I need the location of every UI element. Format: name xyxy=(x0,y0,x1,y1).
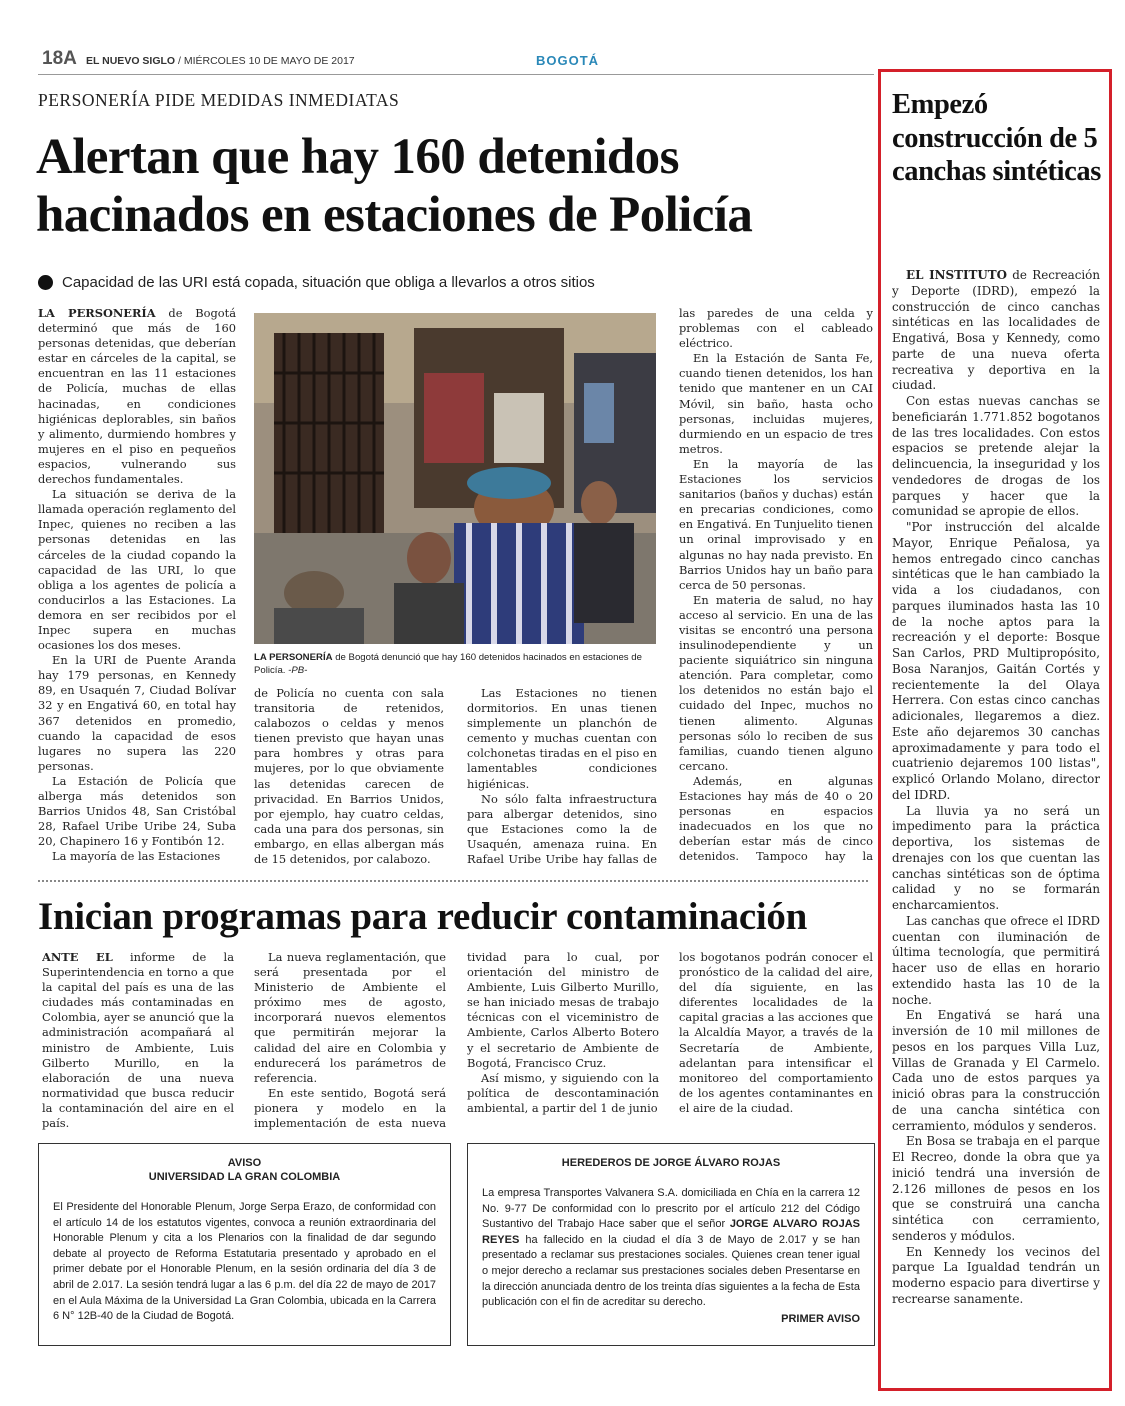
caption-text: de Bogotá denunció que hay 160 detenidos hacinados en estaciones de Policía. xyxy=(254,652,642,676)
sidebar-paragraph: En Engativá se hará una inversión de 10 mil millones de pesos en los parques Villa Luz, Villas de Granada y El Carmelo. Cada uno de estos parques ya inició obras para la construcción de una cancha sintética con cerramiento, módulos y senderos. xyxy=(892,1008,1100,1133)
article-paragraph xyxy=(42,950,234,1130)
article-paragraph: No sólo falta infraestructura para albergar detenidos, sino que Estaciones como la de Usaquén, amenaza ruina. En Rafael Uribe Uribe hay fallas de xyxy=(467,791,657,866)
sidebar-paragraph: Con estas nuevas canchas se beneficiarán 1.771.852 bogotanos de las tres localidades. Con estos espacios se pretende alejar la delincuencia, la inseguridad y los vendedores de drogas de los parques y hacer que la comunidad se apropie de ellos. xyxy=(892,394,1100,519)
article-paragraph: los bogotanos podrán conocer el pronóstico de la calidad del aire, del día siguiente, en las diferentes localidades de la capital gracias a las acciones que la Alcaldía Mayor, a través de la Secretaría de Ambiente, adelantan para intensificar el monitoreo del comportamiento de los agentes contaminantes en el aire de la ciudad. xyxy=(679,950,873,1115)
article-paragraph: La mayoría de las Estaciones xyxy=(52,849,221,864)
lead-in: LA PERSONERÍA xyxy=(38,306,156,320)
photo-caption xyxy=(254,651,656,677)
article-paragraph: La situación se deriva de la llamada operación reglamento del Inpec, quienes no reciben a las personas detenidas en las cárceles de la ciudad copando la capacidad de las URI, lo que obliga a los agentes de policía a conducirlos a las Estaciones. La demora en ser recibidos por el Inpec supera en muchas ocasiones los dos meses. xyxy=(38,487,236,653)
sidebar-body xyxy=(892,268,1100,1378)
notice-footer: PRIMER AVISO xyxy=(781,1312,860,1325)
bullet-icon xyxy=(38,275,53,290)
notice-subtitle: UNIVERSIDAD LA GRAN COLOMBIA xyxy=(148,1171,341,1183)
publication-line xyxy=(86,55,355,67)
article-paragraph: Así mismo, y siguiendo con la política de descontaminación ambiental, a partir del 1 de junio xyxy=(467,1070,659,1115)
section-divider xyxy=(38,880,868,882)
notice-body-text: La empresa Transportes Valvanera S.A. domiciliada en Chía en la carrera 12 No. 9-77 De conformidad con lo prescrito por el artículo 212 del Código Sustantivo del Trabajo Hace saber que el señor xyxy=(482,1187,860,1231)
sidebar-paragraph: La lluvia ya no será un impedimento para la práctica deportiva, los sistemas de drenajes con los que cuentan las canchas sintéticas son de óptima calidad y no se formarán encharcamientos. xyxy=(892,803,1100,912)
article-paragraph: La Estación de Policía que alberga más detenidos son Barrios Unidos 48, San Cristóbal 28, Rafael Uribe Uribe 24, Suba 20, Chapinero 16 y Fontibón 12. xyxy=(38,773,236,849)
section-name: BOGOTÁ xyxy=(536,53,600,68)
lead-in: ANTE EL xyxy=(42,950,113,964)
second-article-column-3 xyxy=(467,950,659,1130)
detainees-photo-illustration xyxy=(254,313,656,644)
article-paragraph: En la Estación de Santa Fe, cuando tienen detenidos, los han tenido que mantener en un CAI Móvil, sin baño, hasta ocho personas, incluidas mujeres, durmiendo en un espacio de tres metros. xyxy=(679,351,873,456)
notice-title: AVISO xyxy=(227,1157,262,1169)
notice-universidad xyxy=(38,1143,451,1346)
notice-title: HEREDEROS DE JORGE ÁLVARO ROJAS xyxy=(561,1157,781,1169)
lead-in: EL INSTITUTO xyxy=(906,268,1007,282)
article-paragraph: tividad para lo cual, por orientación del ministro de Ambiente, Luis Gilberto Murillo, se han iniciado mesas de trabajo técnicas con el viceministro de Ambiente, Carlos Alberto Botero y el secretario de Ambiente de Bogotá, Francisco Cruz. xyxy=(467,950,659,1070)
article-paragraph: Además, en algunas Estaciones hay más de 40 o 20 personas en espacios inadecuados en los que no deberían estar más de cinco detenidos. Tampoco hay la xyxy=(679,773,873,864)
notice-body xyxy=(482,1186,860,1311)
page-number: 18A xyxy=(42,48,77,69)
sidebar-paragraph: "Por instrucción del alcalde Mayor, Enrique Peñalosa, ya hemos entregado cinco canchas sintéticas que le han cambiado la vida a los ciudadanos, con parques iluminados hasta las 10 de la noche aptos para la recreación y el deporte: Bosque San Carlos, PRD Multipropósito, Bosa Naranjos, Gaitán Cortés y recientemente la del Olaya Herrera. Con estas cinco canchas adicionales, llegaremos a diez. Este año dejaremos 30 canchas aproximadamente y para todo el cuatrienio dejaremos 100 listas", explicó Orlando Molano, director del IDRD. xyxy=(892,520,1100,802)
paragraph-text: de Recreación y Deporte (IDRD), empezó la construcción de cinco canchas sintéticas en las localidades de Engativá, Bosa y Kennedy, como parte de una nueva oferta recreativa y deportiva en la ciudad. xyxy=(892,268,1100,393)
article-kicker: PERSONERÍA PIDE MEDIDAS INMEDIATAS xyxy=(38,90,400,110)
second-article-headline: Inician programas para reducir contaminación xyxy=(38,895,807,938)
article-subheadline xyxy=(38,274,868,291)
article-headline: Alertan que hay 160 detenidos hacinados en estaciones de Policía xyxy=(36,129,753,243)
publication-date: / MIÉRCOLES 10 DE MAYO DE 2017 xyxy=(178,55,355,67)
notice-body-name: JORGE ALVARO ROJAS REYES xyxy=(482,1218,860,1246)
article-column-1 xyxy=(38,306,236,866)
notice-body-text: ha fallecido en la ciudad el día 3 de Mayo de 2.017 y se han presentado a reclamar sus prestaciones sociales. Quienes crean tener igual o mejor derecho a reclamar sus prestaciones sociales deben Presentarse en la dirección anunciada dentro de los treinta días siguientes a la fecha de Esta publicación con el fin de acreditar su derecho. xyxy=(482,1233,860,1309)
article-column-3 xyxy=(467,686,657,866)
sidebar-paragraph xyxy=(892,268,1100,394)
second-article-column-4 xyxy=(679,950,873,1130)
sidebar-title: Empezó construcción de 5 canchas sintéticas xyxy=(892,89,1101,187)
second-article-column-1 xyxy=(42,950,234,1130)
photo-credit: -PB- xyxy=(288,665,308,676)
article-photo xyxy=(254,313,656,644)
publication-name: EL NUEVO SIGLO xyxy=(86,55,176,67)
article-paragraph: La nueva reglamentación, que será presentada por el Ministerio de Ambiente el próximo mes de agosto, incorporará nuevos elementos que permitirán mejorar la calidad del aire en Colombia y endurecerá los parámetros de referencia. xyxy=(254,950,446,1085)
sidebar-paragraph: En Kennedy los vecinos del parque La Igualdad tendrán un moderno espacio para divertirse y recrearse sanamente. xyxy=(892,1244,1100,1306)
sidebar-paragraph: En Bosa se trabaja en el parque El Recreo, donde la obra que ya inició tendrá una inversión de 2.126 millones de pesos en los que se construirá una cancha sintética con cerramiento, senderos y módulos. xyxy=(892,1134,1100,1243)
sidebar-paragraph: Las canchas que ofrece el IDRD cuentan con iluminación de última tecnología, que permitirá hacer uso de ellas en horario extendido hasta las 10 de la noche. xyxy=(892,913,1100,1007)
paragraph-text: informe de la Superintendencia en torno a que la capital del país es una de las ciudades más contaminadas en Colombia, ayer se anunció que la administración acompañará al ministro de Ambiente, Luis Gilberto Murillo, en la elaboración de una nueva normatividad que busca reducir la contaminación del aire en el país. xyxy=(42,950,234,1130)
caption-lead: LA PERSONERÍA xyxy=(254,652,333,663)
article-paragraph: En la URI de Puente Aranda hay 179 personas, en Kennedy 89, en Usaquén 7, Ciudad Bolívar 32 y en Engativá 60, en total hay 367 detenidos en promedio, cuando la capacidad de esos lugares no supera las 220 personas. xyxy=(38,653,236,773)
article-column-2 xyxy=(254,686,444,866)
article-paragraph: de Policía no cuenta con sala transitoria de retenidos, calabozos o celdas y menos tienen previsto que hayan unas para hombres y otras para mujeres, por lo que obviamente las detenidas carecen de privacidad. En Barrios Unidos, por ejemplo, hay cuatro celdas, cada una para dos personas, sin embargo, en ellas albergan más de 15 detenidos, por calabozo. xyxy=(254,686,444,866)
notice-herederos xyxy=(467,1143,875,1346)
article-paragraph: Las Estaciones no tienen dormitorios. En unas tienen simplemente un planchón de cemento y muchas cuentan con colchonetas tiradas en el piso en lamentables condiciones higiénicas. xyxy=(467,686,657,791)
subheadline-text: Capacidad de las URI está copada, situación que obliga a llevarlos a otros sitios xyxy=(62,274,595,291)
article-column-4 xyxy=(679,306,873,866)
header-rule xyxy=(38,74,874,75)
second-article-column-2 xyxy=(254,950,446,1130)
article-paragraph: En la mayoría de las Estaciones los servicios sanitarios (baños y duchas) están en precarias condiciones, como en Engativá. En Tunjuelito tienen un orinal improvisado y en algunas no hay nada previsto. En Barrios Unidos hay un baño para cerca de 50 personas. xyxy=(679,456,873,592)
article-paragraph: las paredes de una celda y problemas con el cableado eléctrico. xyxy=(679,306,873,351)
paragraph-text: de Bogotá determinó que más de 160 personas detenidas, que deberían estar en cárceles de la capital, se encuentran en las 11 estaciones de Policía, muchas de ellas hacinadas, en condiciones higiénicas deplorables, sin baños y alimento, durmiendo hombres y mujeres en el piso en pequeños espacios, vulnerando sus derechos fundamentales. xyxy=(38,306,236,487)
article-paragraph: En materia de salud, no hay acceso al servicio. En una de las visitas se encontró una persona insulinodependiente y un paciente siquiátrico sin ninguna atención. Para completar, como los detenidos no están bajo el cuidado del Inpec, muchos no tienen alimento. Algunas personas sólo lo reciben de sus familias, cuando tienen alguno cercano. xyxy=(679,592,873,773)
article-paragraph: En este sentido, Bogotá será pionera y modelo en la implementación de esta nueva xyxy=(254,1085,446,1130)
article-paragraph xyxy=(38,306,236,487)
notice-body: El Presidente del Honorable Plenum, Jorge Serpa Erazo, de conformidad con el artículo 14 de los estatutos vigentes, convoca a reunión extraordinaria del Honorable Plenum y cita a los Plenarios con la finalidad de dar segundo debate al proyecto de Reforma Estatutaria presentado y aprobado en el primer debate por el Honorable Plenum, en la sesión ordinaria del día 3 de abril de 2.017. La sesión tendrá lugar a las 6 p.m. del día 22 de mayo de 2017 en el Aula Máxima de la Universidad La Gran Colombia, ubicada en la Carrera 6 N° 12B-40 de la Ciudad de Bogotá. xyxy=(53,1201,436,1323)
